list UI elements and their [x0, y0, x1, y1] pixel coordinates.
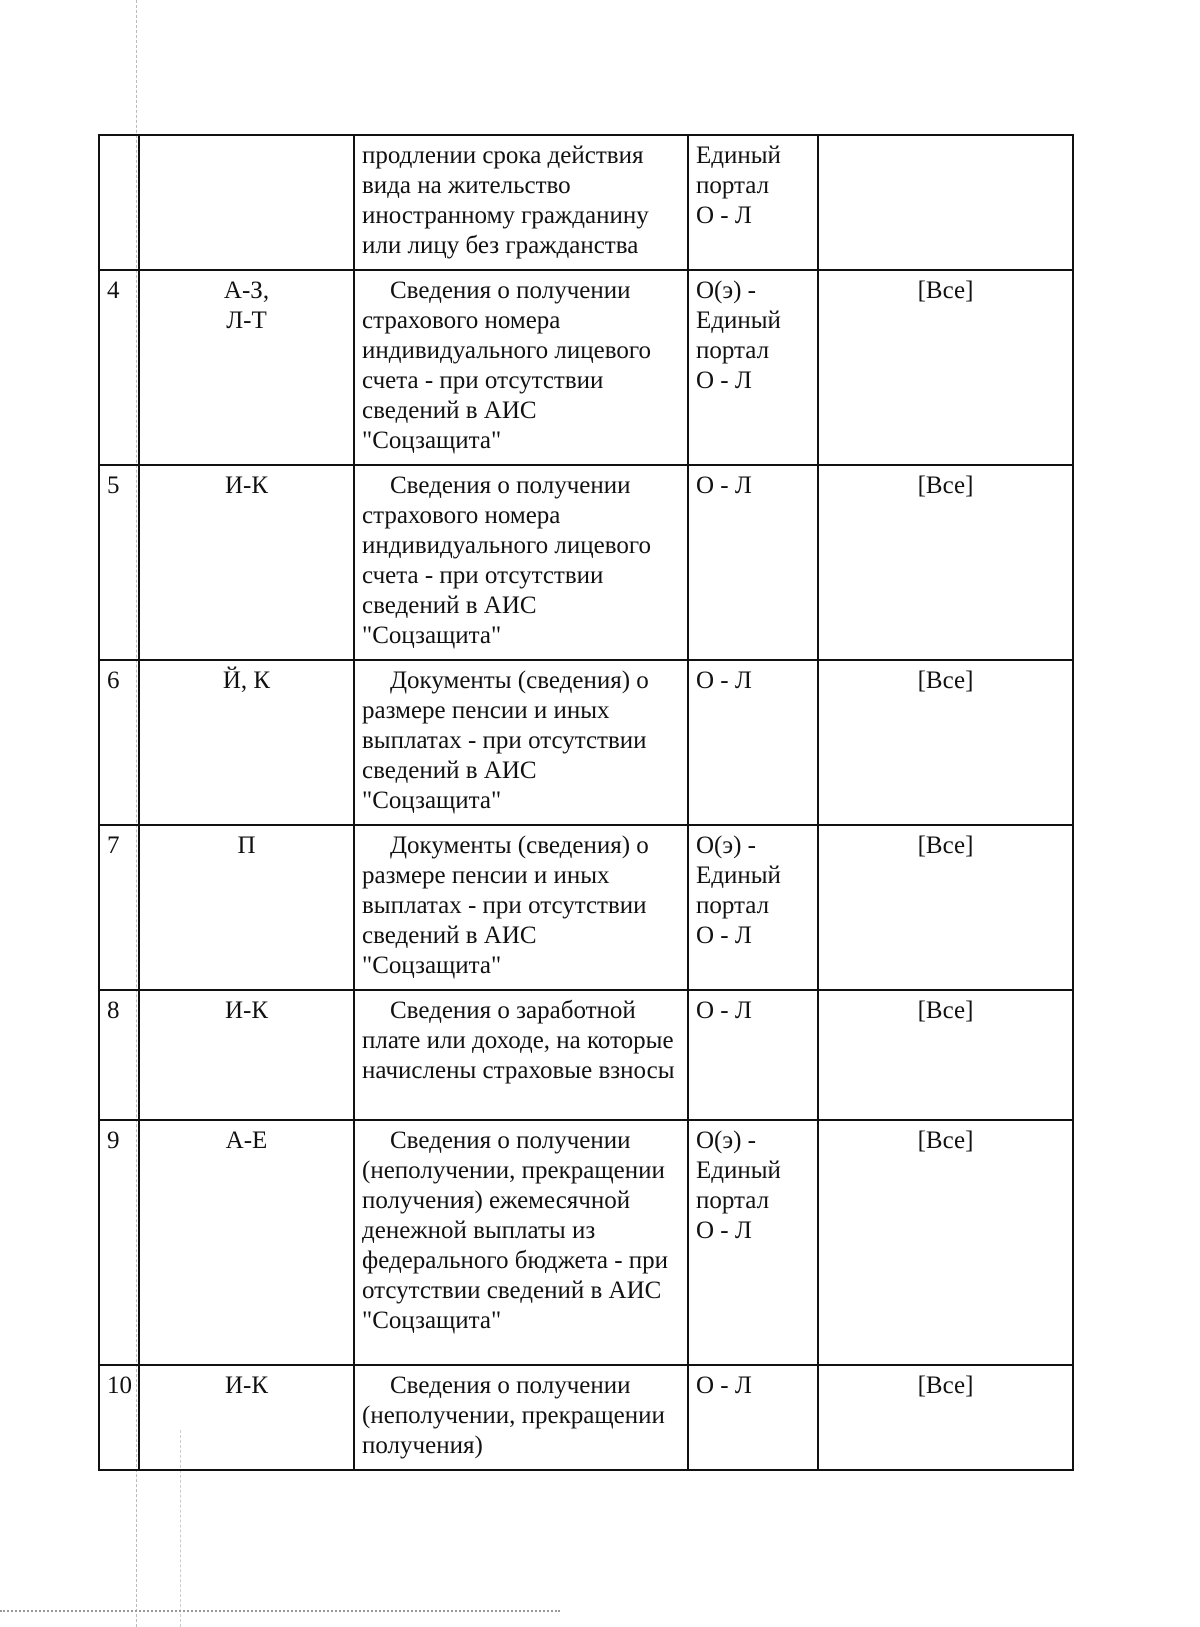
description-text: Сведения о получении страхового номера индивидуального лицевого счета - при отсутствии сведений в АИС "Соцзащита" — [362, 472, 651, 649]
letters-cell — [139, 270, 354, 465]
document-table — [98, 134, 1074, 1471]
row-number-cell — [99, 465, 139, 660]
description-cell — [354, 660, 688, 825]
recipients-cell — [818, 465, 1073, 660]
recipients-cell-text: [Все] — [917, 832, 974, 859]
source-cell-text: О - Л — [696, 1372, 752, 1399]
row-number-cell-text: 9 — [107, 1127, 120, 1154]
letters-cell-text: И-К — [224, 472, 269, 499]
description-text: Сведения о получении (неполучении, прекращении получения) — [362, 1372, 665, 1459]
source-cell-text: Единый портал О - Л — [696, 142, 781, 229]
source-cell — [688, 825, 818, 990]
row-number-cell — [99, 135, 139, 270]
row-number-cell-text: 8 — [107, 997, 120, 1024]
table-row — [99, 660, 1073, 825]
row-number-cell-text: 7 — [107, 832, 120, 859]
recipients-cell-text: [Все] — [917, 997, 974, 1024]
recipients-cell-text: [Все] — [917, 277, 974, 304]
description-cell — [354, 1365, 688, 1470]
row-number-cell — [99, 270, 139, 465]
table-row — [99, 270, 1073, 465]
letters-cell — [139, 1120, 354, 1365]
description-cell — [354, 270, 688, 465]
description-text: продлении срока действия вида на жительство иностранному гражданину или лицу без гражданства — [362, 142, 649, 259]
source-cell-text: О(э) - Единый портал О - Л — [696, 832, 781, 949]
description-text: Сведения о заработной плате или доходе, на которые начислены страховые взносы — [362, 997, 675, 1084]
description-cell — [354, 135, 688, 270]
source-cell — [688, 270, 818, 465]
source-cell — [688, 465, 818, 660]
recipients-cell — [818, 1120, 1073, 1365]
letters-cell — [139, 1365, 354, 1470]
recipients-cell-text: [Все] — [917, 667, 974, 694]
scan-artifact-noise — [0, 1610, 560, 1612]
row-number-cell — [99, 660, 139, 825]
row-number-cell-text: 4 — [107, 277, 120, 304]
recipients-cell — [818, 825, 1073, 990]
description-text: Документы (сведения) о размере пенсии и иных выплатах - при отсутствии сведений в АИС "Соцзащита" — [362, 832, 649, 979]
description-text: Документы (сведения) о размере пенсии и иных выплатах - при отсутствии сведений в АИС "Соцзащита" — [362, 667, 649, 814]
source-cell-text: О(э) - Единый портал О - Л — [696, 277, 781, 394]
recipients-cell-text: [Все] — [917, 1372, 974, 1399]
source-cell — [688, 135, 818, 270]
row-number-cell-text: 6 — [107, 667, 120, 694]
recipients-cell — [818, 660, 1073, 825]
description-cell — [354, 990, 688, 1120]
row-number-cell — [99, 825, 139, 990]
letters-cell — [139, 660, 354, 825]
source-cell-text: О - Л — [696, 997, 752, 1024]
recipients-cell-text: [Все] — [917, 1127, 974, 1154]
table-row — [99, 825, 1073, 990]
description-cell — [354, 1120, 688, 1365]
row-number-cell-text: 10 — [107, 1372, 132, 1399]
row-number-cell — [99, 1120, 139, 1365]
description-cell — [354, 465, 688, 660]
row-number-cell-text: 5 — [107, 472, 120, 499]
row-number-cell — [99, 990, 139, 1120]
row-number-cell — [99, 1365, 139, 1470]
source-cell-text: О - Л — [696, 667, 752, 694]
recipients-cell-text: [Все] — [917, 472, 974, 499]
letters-cell — [139, 990, 354, 1120]
source-cell-text: О(э) - Единый портал О - Л — [696, 1127, 781, 1244]
table-body — [99, 135, 1073, 1470]
source-cell-text: О - Л — [696, 472, 752, 499]
description-text: Сведения о получении страхового номера индивидуального лицевого счета - при отсутствии сведений в АИС "Соцзащита" — [362, 277, 651, 454]
source-cell — [688, 660, 818, 825]
table-row — [99, 1365, 1073, 1470]
table-row — [99, 135, 1073, 270]
description-cell — [354, 825, 688, 990]
letters-cell-text: А-Е — [225, 1127, 268, 1154]
letters-cell-text: И-К — [224, 1372, 269, 1399]
letters-cell-text: А-З, Л-Т — [223, 277, 270, 334]
recipients-cell — [818, 270, 1073, 465]
recipients-cell — [818, 1365, 1073, 1470]
letters-cell-text: И-К — [224, 997, 269, 1024]
recipients-cell — [818, 135, 1073, 270]
letters-cell — [139, 825, 354, 990]
table-row — [99, 1120, 1073, 1365]
table-row — [99, 465, 1073, 660]
recipients-cell — [818, 990, 1073, 1120]
letters-cell-text: Й, К — [222, 667, 271, 694]
letters-cell-text: П — [237, 832, 256, 859]
source-cell — [688, 1120, 818, 1365]
source-cell — [688, 990, 818, 1120]
table-row — [99, 990, 1073, 1120]
description-text: Сведения о получении (неполучении, прекращении получения) ежемесячной денежной выплаты из федерального бюджета - при отсутствии сведений в АИС "Соцзащита" — [362, 1127, 669, 1334]
source-cell — [688, 1365, 818, 1470]
letters-cell — [139, 465, 354, 660]
letters-cell — [139, 135, 354, 270]
